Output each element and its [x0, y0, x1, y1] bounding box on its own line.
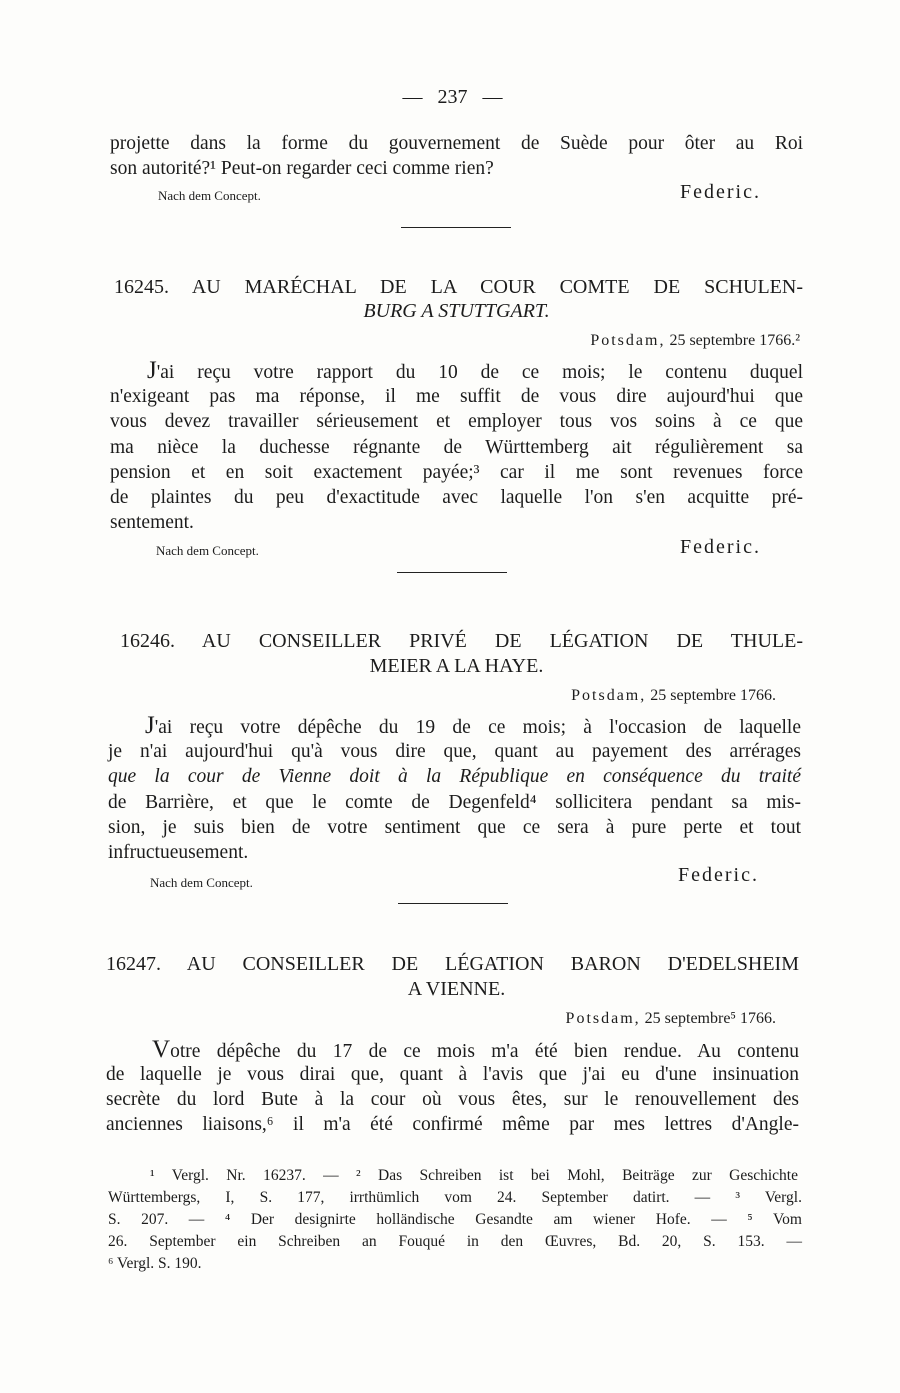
letter-16247-date: 25 septembre⁵ 1766. — [644, 1010, 776, 1027]
letter-16245-line-2: n'exigeant pas ma réponse, il me suffit de vous dire aujourd'hui que — [110, 386, 803, 407]
footnote-line-3: S. 207. — ⁴ Der designirte holländische Gesandte am wiener Hofe. — ⁵ Vom — [108, 1211, 802, 1228]
letter-16247-line-2: de laquelle je vous dirai que, quant à l'avis que j'ai eu d'une insinuation — [106, 1064, 799, 1085]
page-number: 237 — [437, 86, 468, 108]
letter-16245-line-3: vous devez travailler sérieusement et employer tous vos soins à ce que — [110, 411, 803, 432]
intro-line-1: projette dans la forme du gouvernement de Suède pour ôter au Roi — [110, 133, 803, 154]
footnote-line-1: ¹ Vergl. Nr. 16237. — ² Das Schreiben ist bei Mohl, Beiträge zur Geschichte — [150, 1167, 798, 1184]
letter-16246-heading-line2: MEIER A LA HAYE. — [369, 655, 544, 677]
letter-16245-line-1-text: 'ai reçu votre rapport du 10 de ce mois; le contenu duquel — [156, 362, 803, 383]
letter-16246-place: Potsdam, — [571, 687, 647, 704]
intro-signature: Federic. — [680, 181, 761, 203]
section-divider-2 — [397, 572, 507, 573]
letter-16245-heading-line2: BURG A STUTTGART. — [363, 300, 550, 322]
letter-16247-line-4: anciennes liaisons,⁶ il m'a été confirmé même par mes lettres d'Angle- — [106, 1114, 799, 1135]
letter-16247-place: Potsdam, — [565, 1010, 641, 1027]
letter-16245-place: Potsdam, — [590, 332, 666, 349]
footnote-line-2: Württembergs, I, S. 177, irrthümlich vom 24. September datirt. — ³ Vergl. — [108, 1189, 802, 1206]
letter-16247-line-3: secrète du lord Bute à la cour où vous êtes, sur le renouvellement des — [106, 1089, 799, 1110]
letter-16246-line-4: de Barrière, et que le comte de Degenfeld⁴ sollicitera pendant sa mis- — [108, 792, 801, 813]
letter-16245-date: 25 septembre 1766.² — [669, 332, 800, 349]
letter-16245-line-1 — [147, 358, 803, 385]
letter-16245-line-7: sentement. — [110, 512, 194, 533]
header-dash-left: — — [402, 86, 423, 108]
letter-16246-line-3: que la cour de Vienne doit à la République en conséquence du traité — [108, 766, 801, 787]
letter-16246-line-2: je n'ai aujourd'hui qu'à vous dire que, quant au payement des arrérages — [108, 741, 801, 762]
letter-16247-line-1-text: otre dépêche du 17 de ce mois m'a été bien rendue. Au contenu — [170, 1041, 799, 1062]
header-dash-right: — — [482, 86, 503, 108]
letter-16247-initial: V — [152, 1036, 171, 1063]
letter-16246-line-5: sion, je suis bien de votre sentiment que ce sera à pure perte et tout — [108, 817, 801, 838]
letter-16245-initial: J — [147, 357, 157, 384]
letter-16247-heading-line2: A VIENNE. — [407, 978, 506, 1000]
letter-16245-line-6: de plaintes du peu d'exactitude avec laquelle l'on s'en acquitte pré- — [110, 487, 803, 508]
letter-16247-line-1 — [152, 1037, 799, 1064]
letter-16245-dateline — [590, 332, 800, 350]
letter-16246-line-6: infructueusement. — [108, 842, 249, 863]
letter-16245-source-note: Nach dem Concept. — [156, 543, 259, 558]
letter-16246-line-1 — [145, 713, 801, 740]
letter-16245-line-4: ma nièce la duchesse régnante de Württemberg ait régulièrement sa — [110, 437, 803, 458]
section-divider-3 — [398, 903, 508, 904]
letter-16246-heading-line1: 16246. AU CONSEILLER PRIVÉ DE LÉGATION DE THULE- — [120, 630, 803, 652]
letter-16246-signature: Federic. — [678, 864, 759, 886]
footnote-line-5: ⁶ Vergl. S. 190. — [108, 1255, 202, 1272]
letter-16246-date: 25 septembre 1766. — [650, 687, 776, 704]
intro-source-note: Nach dem Concept. — [158, 188, 261, 203]
letter-16246-source-note: Nach dem Concept. — [150, 875, 253, 890]
letter-16245-heading-line1: 16245. AU MARÉCHAL DE LA COUR COMTE DE SCHULEN- — [114, 276, 803, 298]
letter-16246-line-1-text: 'ai reçu votre dépêche du 19 de ce mois; à l'occasion de laquelle — [154, 717, 801, 738]
letter-16245-signature: Federic. — [680, 536, 761, 558]
letter-16247-dateline — [566, 1010, 776, 1028]
page-header — [375, 86, 530, 109]
letter-16247-heading-line1: 16247. AU CONSEILLER DE LÉGATION BARON D'EDELSHEIM — [106, 953, 799, 975]
footnote-line-4: 26. September ein Schreiben an Fouqué in den Œuvres, Bd. 20, S. 153. — — [108, 1233, 802, 1250]
letter-16246-dateline — [571, 687, 776, 705]
section-divider-1 — [401, 227, 511, 228]
letter-16245-line-5: pension et en soit exactement payée;³ car il me sont revenues force — [110, 462, 803, 483]
intro-line-2: son autorité?¹ Peut-on regarder ceci comme rien? — [110, 158, 494, 179]
letter-16246-initial: J — [145, 712, 155, 739]
